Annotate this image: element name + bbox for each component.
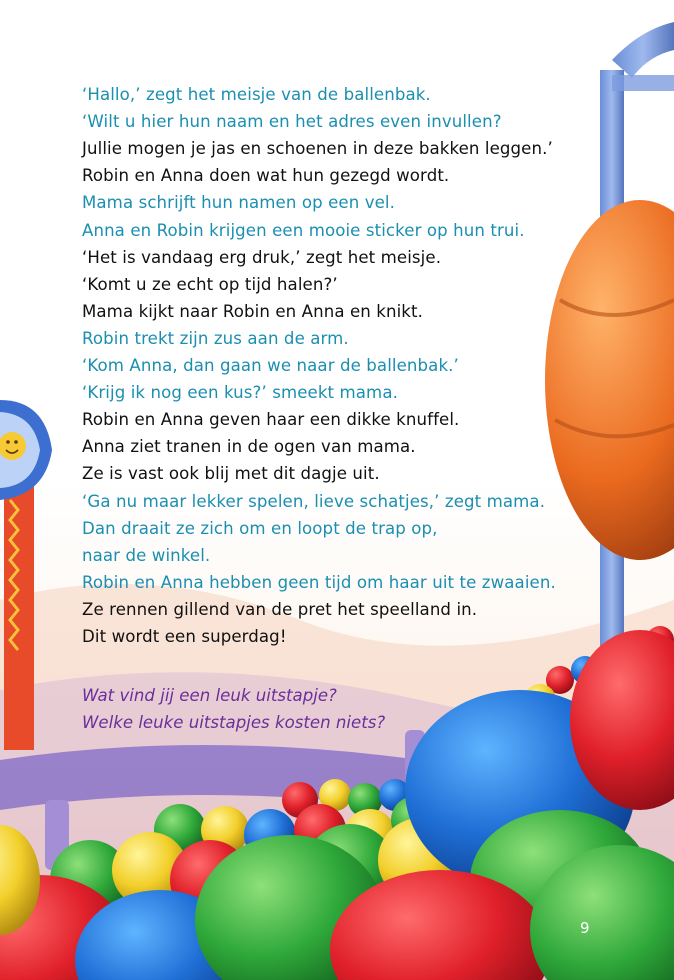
story-line: ‘Kom Anna, dan gaan we naar de ballenbak.’ <box>82 356 459 375</box>
story-line: Dit wordt een superdag! <box>82 627 287 646</box>
story-line: Robin en Anna doen wat hun gezegd wordt. <box>82 166 450 186</box>
story-line: Mama schrijft hun namen op een vel. <box>82 193 396 213</box>
question-line: Welke leuke uitstapjes kosten niets? <box>82 713 386 732</box>
story-line: Robin en Anna hebben geen tijd om haar uit te zwaaien. <box>82 572 556 592</box>
story-line: Ze rennen gillend van de pret het speelland in. <box>82 599 478 619</box>
story-line: Jullie mogen je jas en schoenen in deze bakken leggen.’ <box>82 139 553 159</box>
story-line: Robin trekt zijn zus aan de arm. <box>82 328 349 348</box>
story-line: ‘Krijg ik nog een kus?’ smeekt mama. <box>82 383 398 403</box>
story-line: ‘Hallo,’ zegt het meisje van de ballenbak. <box>82 85 431 104</box>
story-line: Dan draait ze zich om en loopt de trap op, <box>82 518 438 538</box>
story-line: Mama kijkt naar Robin en Anna en knikt. <box>82 301 423 321</box>
story-line: ‘Wilt u hier hun naam en het adres even invullen? <box>82 112 502 132</box>
story-line: Anna en Robin krijgen een mooie sticker op hun trui. <box>82 220 525 240</box>
page-number: 9 <box>580 919 590 937</box>
story-line: Ze is vast ook blij met dit dagje uit. <box>82 464 380 484</box>
story-line: ‘Ga nu maar lekker spelen, lieve schatjes,’ zegt mama. <box>82 491 546 511</box>
story-line: Robin en Anna geven haar een dikke knuffel. <box>82 410 460 430</box>
story-line: naar de winkel. <box>82 545 211 565</box>
question-line: Wat vind jij een leuk uitstapje? <box>82 686 337 705</box>
story-line: ‘Het is vandaag erg druk,’ zegt het meisje. <box>82 247 442 267</box>
story-line: Anna ziet tranen in de ogen van mama. <box>82 437 416 457</box>
story-line: ‘Komt u ze echt op tijd halen?’ <box>82 274 338 294</box>
